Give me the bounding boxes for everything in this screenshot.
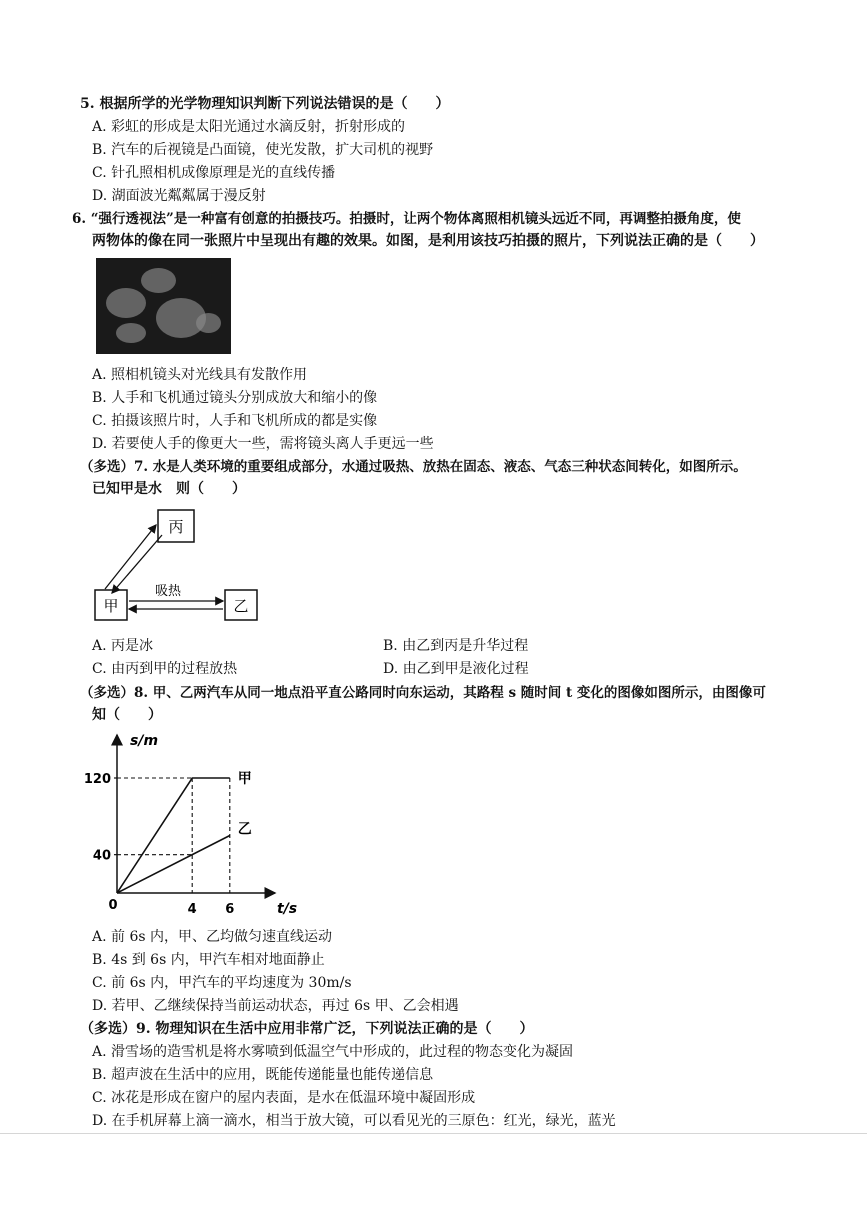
- x-tick-label: 4: [187, 902, 197, 917]
- q6-option-d: D. 若要使人手的像更大一些，需将镜头离人手更远一些: [92, 436, 434, 452]
- q8-stem-line2: 知（ ）: [92, 707, 162, 723]
- page-bottom-rule: [0, 1133, 867, 1134]
- y-axis-label: s/m: [130, 733, 159, 749]
- q5-option-d: D. 湖面波光粼粼属于漫反射: [92, 188, 266, 204]
- arrow-jia-to-bing: [105, 525, 156, 589]
- series-label-yi: 乙: [237, 821, 252, 838]
- q5-option-b: B. 汽车的后视镜是凸面镜，使光发散，扩大司机的视野: [92, 142, 434, 158]
- q7-stem-line2: 已知甲是水 则（ ）: [92, 481, 246, 497]
- series-line-jia: [117, 778, 230, 893]
- q7-stem-line1: （多选）7. 水是人类环境的重要组成部分，水通过吸热、放热在固态、液态、气态三种状态间转化，如图所示。: [80, 459, 747, 475]
- q6-option-a: A. 照相机镜头对光线具有发散作用: [92, 367, 308, 383]
- q9-option-b: B. 超声波在生活中的应用，既能传递能量也能传递信息: [92, 1067, 434, 1083]
- q7-option-b: B. 由乙到丙是升华过程: [383, 638, 529, 654]
- q6-photo: [96, 258, 231, 354]
- q9-option-a: A. 滑雪场的造雪机是将水雾喷到低温空气中形成的，此过程的物态变化为凝固: [92, 1044, 574, 1060]
- x-axis-label: t/s: [277, 901, 298, 917]
- q7-option-d: D. 由乙到甲是液化过程: [383, 661, 529, 677]
- q5-option-a: A. 彩虹的形成是太阳光通过水滴反射，折射形成的: [92, 119, 406, 135]
- q5-stem: 5. 根据所学的光学物理知识判断下列说法错误的是（ ）: [80, 96, 450, 112]
- q8-option-a: A. 前 6s 内，甲、乙均做匀速直线运动: [92, 929, 333, 945]
- q9-option-c: C. 冰花是形成在窗户的屋内表面，是水在低温环境中凝固形成: [92, 1090, 476, 1106]
- q6-stem-line1: 6. “强行透视法”是一种富有创意的拍摄技巧。拍摄时，让两个物体离照相机镜头远近不同，再调整拍摄角度，使: [72, 211, 741, 227]
- q6-option-b: B. 人手和飞机通过镜头分别成放大和缩小的像: [92, 390, 378, 406]
- origin-label: 0: [108, 898, 118, 913]
- q7-option-c: C. 由丙到甲的过程放热: [92, 661, 238, 677]
- bing-label: 丙: [168, 518, 184, 536]
- y-tick-label: 120: [83, 772, 111, 787]
- q8-option-d: D. 若甲、乙继续保持当前运动状态，再过 6s 甲、乙会相遇: [92, 998, 459, 1014]
- q7-state-diagram: [80, 505, 280, 630]
- jia-label: 甲: [103, 597, 119, 615]
- q9-stem: （多选）9. 物理知识在生活中应用非常广泛，下列说法正确的是（ ）: [80, 1021, 534, 1037]
- y-tick-label: 40: [92, 848, 111, 864]
- arrow-label-absorb-heat: 吸热: [154, 584, 182, 599]
- yi-label: 乙: [233, 597, 249, 615]
- q8-option-c: C. 前 6s 内，甲汽车的平均速度为 30m/s: [92, 975, 352, 991]
- q8-st-chart: [80, 725, 320, 925]
- q9-option-d: D. 在手机屏幕上滴一滴水，相当于放大镜，可以看见光的三原色：红光，绿光，蓝光: [92, 1113, 616, 1129]
- x-tick-label: 6: [225, 902, 235, 917]
- q6-option-c: C. 拍摄该照片时，人手和飞机所成的都是实像: [92, 413, 378, 429]
- series-label-jia: 甲: [237, 771, 252, 787]
- series-line-yi: [117, 836, 230, 894]
- q8-stem-line1: （多选）8. 甲、乙两汽车从同一地点沿平直公路同时向东运动，其路程 s 随时间 t 变化的图像如图所示，由图像可: [80, 685, 766, 701]
- q5-option-c: C. 针孔照相机成像原理是光的直线传播: [92, 165, 336, 181]
- q7-option-a: A. 丙是冰: [92, 638, 154, 654]
- q6-stem-line2: 两物体的像在同一张照片中呈现出有趣的效果。如图，是利用该技巧拍摄的照片，下列说法正确的是（ ）: [92, 233, 764, 249]
- q8-option-b: B. 4s 到 6s 内，甲汽车相对地面静止: [92, 952, 325, 968]
